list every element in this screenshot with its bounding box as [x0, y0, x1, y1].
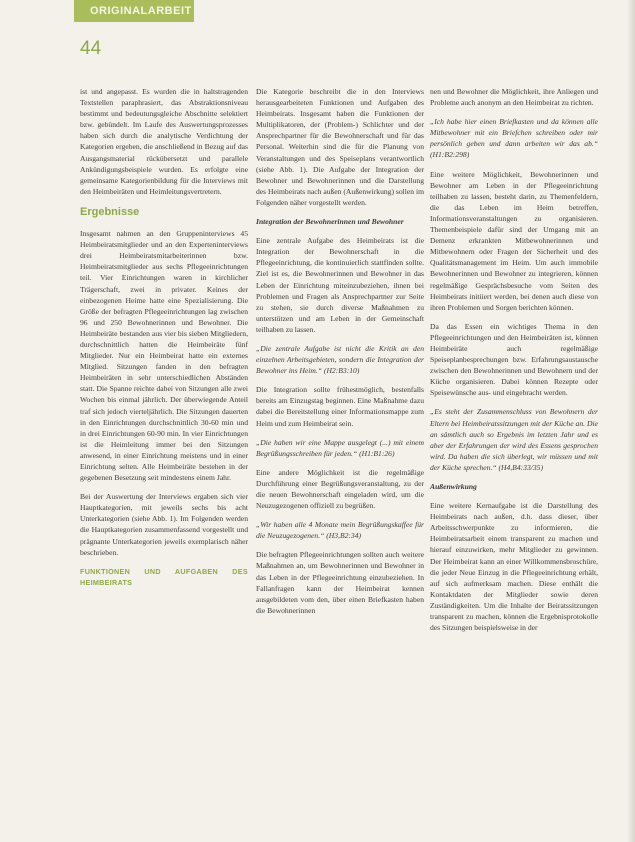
section-heading-results: Ergebnisse	[80, 205, 140, 218]
column-right	[430, 86, 598, 641]
paragraph: Da das Essen ein wichtiges Thema in den Pflegeeinrichtungen und den Heimbeiräten ist, können Heimbeiräte auch regelmäßige Speiseplanbesprechungen bzw. Erfahrungsaustausche zwischen den Bewohnerinnen und Bewohnern und der Küche organisieren. Dabei können Rezepte oder Speisewünsche aus- und eingebracht werden.	[430, 321, 598, 398]
interview-quote: „Die zentrale Aufgabe ist nicht die Kritik an den einzelnen Arbeitsgebieten, sondern die Integration der Bewohner ins Heim.“ (H2:B3:10)	[256, 343, 424, 376]
paragraph: Eine andere Möglichkeit ist die regelmäßige Durchführung einer Begrüßungsveranstaltung, zu der die neuen Bewohnerschaft eingeladen wird, um die Neuzugezogenen offiziell zu begrüßen.	[256, 467, 424, 511]
column-left	[80, 86, 248, 588]
column-middle	[256, 86, 424, 624]
paragraph: Eine weitere Kernaufgabe ist die Darstellung des Heimbeirats nach außen, d.h. dass dieser, über Arbeitsschwerpunkte zu informieren, die Heimbeiratsarbeit einem transparent zu machen und hierauf einzuwirken, mehr Mitglieder zu gewinnen. Der Heimbeirat kann an einer Willkommensbroschüre, die jeder Neue Einzug in die Pflegeeinrichtung erhält, auf sich aufmerksam machen. Diese enthält die Kontaktdaten der Mitglieder sowie deren Zuständigkeiten. Um die Inhalte der Beiratssitzungen transparent zu machen, können die Ergebnisprotokolle des Sitzungen beispielsweise in der	[430, 501, 598, 633]
paragraph: Die befragten Pflegeeinrichtungen sollten auch weitere Maßnahmen an, um Bewohnerinnen und Bewohner in das Leben in der Pflegeeinrichtung einzubeziehen. In Fallanfragen kann der Heimbeirat kennen ausgebildeten vom den, über einen Briefkasten haben die Bewohnerinnen	[256, 550, 424, 615]
page-edge-shadow	[627, 0, 635, 842]
paragraph: Eine zentrale Aufgabe des Heimbeirats ist die Integration der Bewohnerschaft in die Pflegeeinrichtung, die kontinuierlich stattfinden sollte. Ziel ist es, die Bewohnerinnen und Bewohner in das Leben der Einrichtung miteinzubeziehen, ihnen bei Problemen und Fragen als Ansprechpartner zur Seite zu stehen, sie durch diverse Maßnahmen zu unterstützen und am Leben in der Gemeinschaft teilhaben zu lassen.	[256, 236, 424, 334]
paragraph: Die Kategorie beschreibt die in den Interviews herausgearbeiteten Funktionen und Aufgaben des Heimbeirats. Insgesamt haben die Funktionen der Multiplikatoren, der (Problem-) Schlichter und der Ansprechpartner für die Bewohnerschaft und für das Personal. Weiterhin sind die für die Planung von Veranstaltungen und des Speiseplans verantwortlich (siehe Abb. 1). Die Aufgabe der Integration der Bewohner und Bewohnerinnen und die Darstellung des Heimbeirats nach außen (Außenwirkung) sollen im Folgenden näher vorgestellt werden.	[256, 87, 424, 207]
interview-quote: „Die haben wir eine Mappe ausgelegt (...) mit einem Begrüßungsschreiben für jeden.“ (H1:B1:26)	[256, 437, 424, 458]
subheading-integration: Integration der Bewohnerinnen und Bewohner	[256, 217, 404, 227]
paragraph: Eine weitere Möglichkeit, Bewohnerinnen und Bewohner am Leben in der Pflegeeinrichtung teilhaben zu lassen, besteht darin, zu Themenfeldern, die das Leben im Heim betreffen, Informationsveranstaltungen zu organisieren. Themenbeispiele dafür sind der Umgang mit an Demenz erkrankten Mitbewohnerinnen und Mitbewohnern oder Fragen der Sicherheit und des Qualitätsmanagement im Heim. Um auch immobile Bewohnerinnen und Bewohner zu integrieren, können regelmäßige Gesprächsbesuche vom Seiten des Heimbeirats initiiert werden, bei denen auch diese von ihren Problemen und Sorgen berichten können.	[430, 169, 598, 312]
paragraph: Insgesamt nahmen an den Gruppeninterviews 45 Heimbeiratsmitglieder und an den Experteninterviews drei Heimbeiratsmitarbeiterinnen bzw. Heimbeiratsmitglieder aus sechs Pflegeeinrichtungen teil. Vier Einrichtungen waren in kirchlicher Trägerschaft, zwei in privater. Keines der einbezogenen Heime hatte eine Spezialisierung. Die Größe der befragten Pflegeeinrichtungen lag zwischen 96 und 250 Bewohnerinnen und Bewohner. Die Heimbeiräte bestanden aus vier bis sieben Mitgliedern, durchschnittlich hatten die Heimbeiräte fünf Mitglieder. Nur ein Heimbeirat hatte ein externes Mitglied. Sitzungen fanden in den befragten Heimbeiräten in sehr unterschiedlichen Abständen statt. Die Spanne reichte dabei von Sitzungen alle zwei Wochen bis einmal jährlich. Der überwiegende Anteil traf sich jedoch vierteljährlich. Die Sitzungen dauerten in den Einrichtungen durchschnittlich 30-60 min und in drei Einrichtungen 60-90 min. In vier Einrichtungen ist die Heimleitung immer bei den Sitzungen anwesend, in einer Einrichtung meistens und in einer Einrichtung selten. Alle Heimbeiräte bestehen in der gegebenen Besetzung seit mindestens einem Jahr.	[80, 229, 248, 483]
interview-quote: „Ich habe hier einen Briefkasten und da können alle Mitbewohner mit ein Briefchen schreiben oder mir persönlich geben und dann arbeiten wir das ab.“ (H1:B2:298)	[430, 117, 598, 160]
paragraph: ist und angepasst. Es wurden die in haltstragenden Textstellen paraphrasiert, das Abstraktionsniveau bestimmt und bedeutungsgleiche Abschnitte selektiert bzw. gebündelt. Im Laufe des Auswertungsprozesses haben sich durch die analytische Verdichtung der Kategorien ergeben, die anschließend in Bezug auf das Ausgangsmaterial rückübersetzt und parallele Ankündigungsbeispiele wurden. Es erfolgte eine gemeinsame Kategorienbildung für die Interviews mit den Heimbeiräten und Heimleitungsvertretern.	[80, 87, 248, 196]
page-number: 44	[80, 38, 102, 59]
subsection-heading-functions: FUNKTIONEN UND AUFGABEN DES HEIMBEIRATS	[80, 566, 248, 587]
section-tab	[74, 0, 194, 22]
interview-quote: „Es steht der Zusammenschluss von Bewohnern der Eltern bei Heimbeiratssitzungen mit der Küche an. Die an sämtlich auch so Ergebnis im letzten Jahr und es aber der Erfahrungen der wird des Essens gesprochen wird. Da haben die sich überlegt, wir müssen und mit der Küche sprechen.“ (H4,B4:33/35)	[430, 407, 598, 472]
paragraph: Bei der Auswertung der Interviews ergaben sich vier Hauptkategorien, mit jeweils sechs bis acht Unterkategorien (siehe Abb. 1). Im Folgenden werden die Hauptkategorien zusammenfassend vorgestellt und prägnante Unterkategorien jeweils exemplarisch näher beschrieben.	[80, 492, 248, 557]
paragraph: nen und Bewohner die Möglichkeit, ihre Anliegen und Probleme auch anonym an den Heimbeirat zu richten.	[430, 87, 598, 108]
section-label: ORIGINALARBEIT	[90, 5, 192, 17]
interview-quote: „Wir haben alle 4 Monate mein Begrüßungskaffee für die Neuzugezogenen.“ (H3,B2:34)	[256, 520, 424, 541]
subheading-external-impact: Außenwirkung	[430, 482, 477, 491]
paragraph: Die Integration sollte frühestmöglich, bestenfalls bereits am Einzugstag beginnen. Eine Maßnahme dazu dabei die Bereitstellung einer Informationsmappe zum Heim und zum Heimbeirat sein.	[256, 385, 424, 428]
